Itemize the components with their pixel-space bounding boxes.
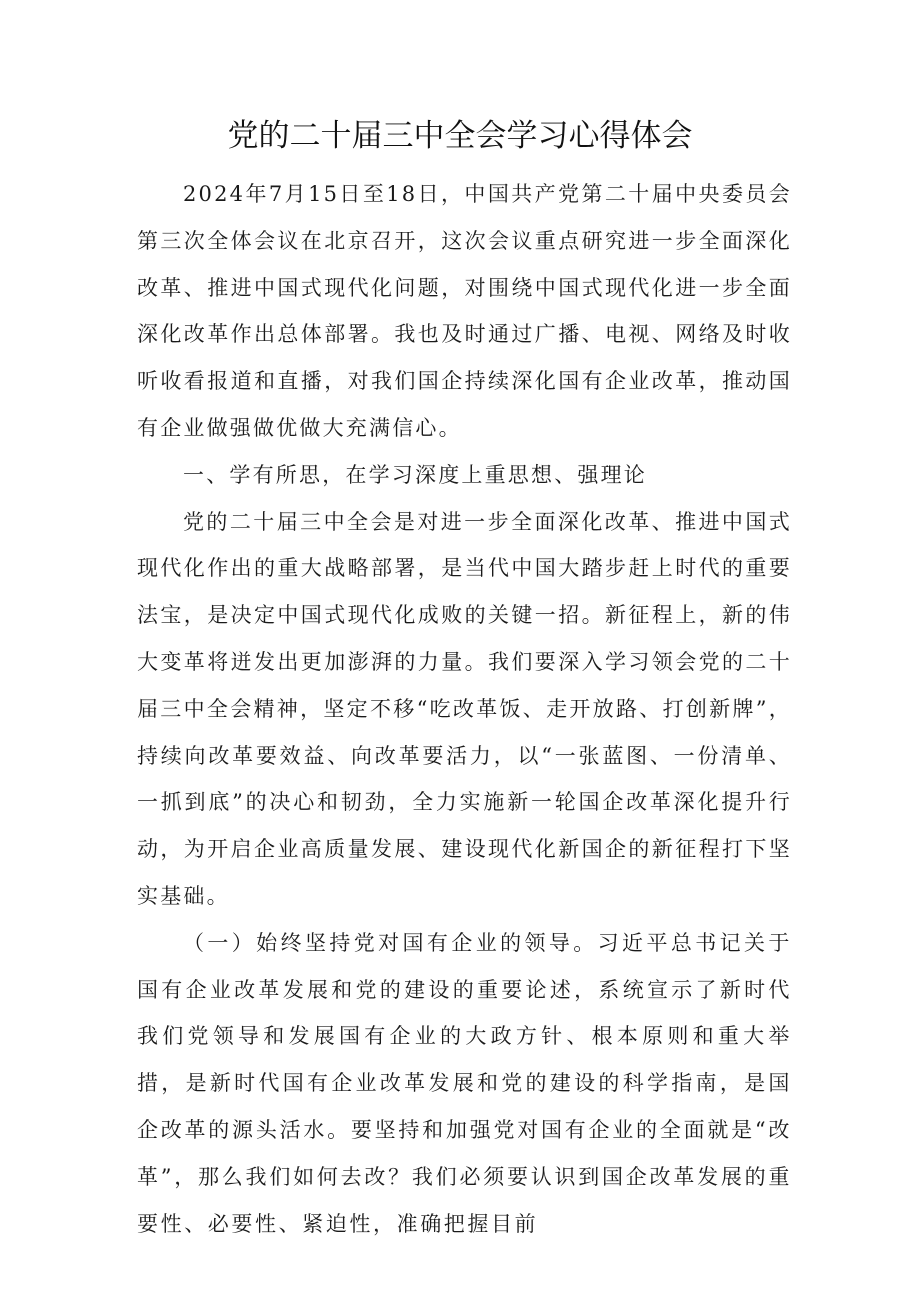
paragraph-intro: 2024年7月15日至18日，中国共产党第二十届中央委员会第三次全体会议在北京召开，这次会议重点研究进一步全面深化改革、推进中国式现代化问题，对围绕中国式现代化进一步全面深化改革作出总体部署。我也及时通过广播、电视、网络及时收听收看报道和直播，对我们国企持续深化国有企业改革，推动国有企业做强做优做大充满信心。 bbox=[137, 182, 792, 440]
section-heading-1: 一、学有所思，在学习深度上重思想、强理论 bbox=[183, 462, 647, 487]
document-body bbox=[137, 171, 792, 1247]
paragraph-subsection-1: （一）始终坚持党对国有企业的领导。习近平总书记关于国有企业改革发展和党的建设的重要论述，系统宣示了新时代我们党领导和发展国有企业的大政方针、根本原则和重大举措，是新时代国有企业改革发展和党的建设的科学指南，是国企改革的源头活水。要坚持和加强党对国有企业的全面就是“改革”，那么我们如何去改？我们必须要认识到国企改革发展的重要性、必要性、紧迫性，准确把握目前 bbox=[137, 930, 792, 1236]
document-title: 党的二十届三中全会学习心得体会 bbox=[227, 118, 693, 154]
paragraph-section-1: 党的二十届三中全会是对进一步全面深化改革、推进中国式现代化作出的重大战略部署，是当代中国大踏步赶上时代的重要法宝，是决定中国式现代化成败的关键一招。新征程上，新的伟大变革将迸发出更加澎湃的力量。我们要深入学习领会党的二十届三中全会精神，坚定不移“吃改革饭、走开放路、打创新牌”，持续向改革要效益、向改革要活力，以“一张蓝图、一份清单、一抓到底”的决心和韧劲，全力实施新一轮国企改革深化提升行动，为开启企业高质量发展、建设现代化新国企的新征程打下坚实基础。 bbox=[137, 509, 792, 908]
